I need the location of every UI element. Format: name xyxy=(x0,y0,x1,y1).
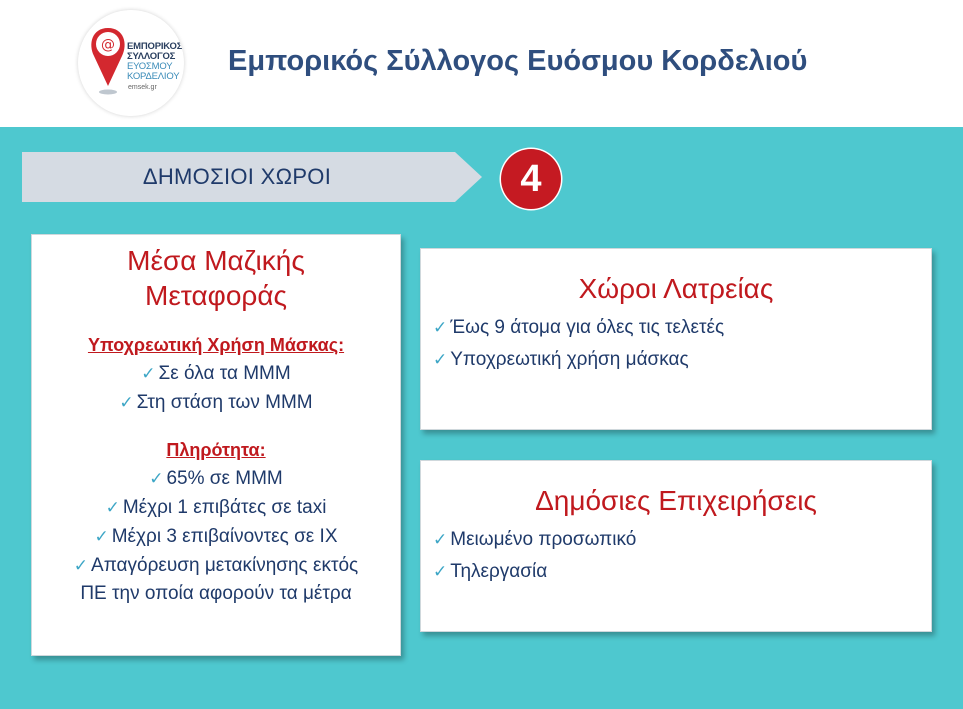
checkmark-icon: ✓ xyxy=(119,393,134,412)
section-banner xyxy=(22,152,482,202)
checkmark-icon: ✓ xyxy=(94,527,109,546)
worship-card xyxy=(420,248,932,430)
transport-title xyxy=(32,243,400,313)
list-item-text: Σε όλα τα ΜΜΜ xyxy=(158,363,291,384)
list-item-continuation: ΠΕ την οποία αφορούν τα μέτρα xyxy=(80,583,352,604)
list-item xyxy=(433,312,931,344)
list-item xyxy=(32,551,400,580)
section-title: ΔΗΜΟΣΙΟΙ ΧΩΡΟΙ xyxy=(142,164,332,189)
list-item xyxy=(32,388,400,417)
public-services-card xyxy=(420,460,932,632)
list-item-text: Μέχρι 1 επιβάτες σε taxi xyxy=(122,497,327,518)
section-number-badge: 4 xyxy=(501,149,561,209)
logo-line-3: ΕΥΟΣΜΟΥ xyxy=(127,61,173,72)
list-item xyxy=(32,493,400,522)
page-title: Εμπορικός Σύλλογος Ευόσμου Κορδελιού xyxy=(228,45,808,77)
checkmark-icon: ✓ xyxy=(433,562,448,581)
checkmark-icon: ✓ xyxy=(433,350,448,369)
list-item xyxy=(433,344,931,376)
transport-title-line-2: Μεταφοράς xyxy=(145,280,287,311)
list-item-text: Μέχρι 3 επιβαίνοντες σε ΙΧ xyxy=(111,526,338,547)
list-item xyxy=(32,522,400,551)
list-item xyxy=(32,359,400,388)
list-item xyxy=(32,464,400,493)
checkmark-icon: ✓ xyxy=(433,530,448,549)
at-symbol: @ xyxy=(101,37,115,53)
checkmark-icon: ✓ xyxy=(105,498,120,517)
logo-line-1: ΕΜΠΟΡΙΚΟΣ xyxy=(127,41,183,52)
checkmark-icon: ✓ xyxy=(141,364,156,383)
list-item-text: Στη στάση των ΜΜΜ xyxy=(136,392,313,413)
list-item-text: Έως 9 άτομα για όλες τις τελετές xyxy=(450,317,725,338)
logo-line-4: ΚΟΡΔΕΛΙΟΥ xyxy=(127,71,180,82)
mask-heading: Υποχρεωτική Χρήση Μάσκας: xyxy=(87,335,345,355)
checkmark-icon: ✓ xyxy=(149,469,164,488)
occupancy-heading: Πληρότητα: xyxy=(166,440,266,460)
worship-title: Χώροι Λατρείας xyxy=(578,273,774,304)
logo-line-2: ΣΥΛΛΟΓΟΣ xyxy=(127,51,176,62)
list-item-text: 65% σε ΜΜΜ xyxy=(166,468,283,489)
list-item xyxy=(433,556,931,588)
public-services-list xyxy=(421,524,931,588)
list-item-text: Μειωμένο προσωπικό xyxy=(450,529,637,550)
checkmark-icon: ✓ xyxy=(73,556,89,575)
list-item-text: Τηλεργασία xyxy=(450,561,548,582)
transport-title-line-1: Μέσα Μαζικής xyxy=(127,245,305,276)
list-item xyxy=(433,524,931,556)
logo xyxy=(78,10,184,116)
checkmark-icon: ✓ xyxy=(433,318,448,337)
list-item-text: Υποχρεωτική χρήση μάσκας xyxy=(450,349,689,370)
list-item-text: Απαγόρευση μετακίνησης εκτός xyxy=(91,555,359,576)
public-services-title: Δημόσιες Επιχειρήσεις xyxy=(535,485,817,516)
logo-text xyxy=(127,42,182,82)
worship-list xyxy=(421,312,931,376)
transport-card xyxy=(31,234,401,656)
logo-url: emsek.gr xyxy=(128,84,157,91)
